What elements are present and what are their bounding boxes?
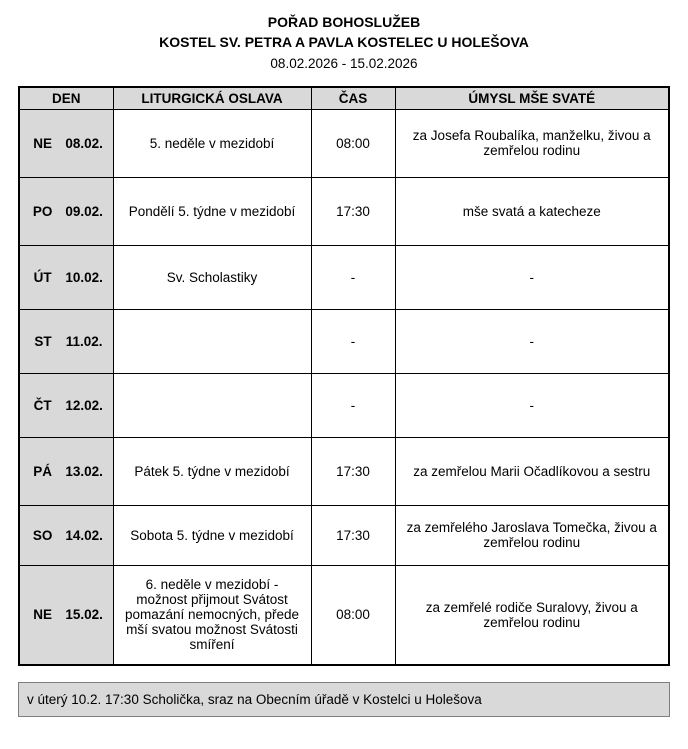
day-abbr: NE: [33, 607, 52, 623]
intention-cell: mše svatá a katecheze: [395, 177, 669, 245]
table-row: [19, 437, 669, 505]
celebration-cell: 5. neděle v mezidobí: [113, 109, 311, 177]
celebration-cell: Sobota 5. týdne v mezidobí: [113, 505, 311, 565]
table-row: [19, 109, 669, 177]
column-header-celebration: LITURGICKÁ OSLAVA: [113, 87, 311, 109]
schedule-table: [18, 86, 670, 666]
table-row: [19, 177, 669, 245]
table-row: [19, 565, 669, 665]
intention-cell: za Josefa Roubalíka, manželku, živou a zemřelou rodinu: [395, 109, 669, 177]
day-date: 15.02.: [65, 607, 103, 623]
date-range: 08.02.2026 - 15.02.2026: [270, 56, 418, 71]
day-abbr: ČT: [33, 397, 52, 413]
column-header-day: DEN: [19, 87, 113, 109]
time-cell: 08:00: [311, 109, 395, 177]
day-cell: [19, 373, 113, 437]
time-cell: 17:30: [311, 505, 395, 565]
time-cell: 08:00: [311, 565, 395, 665]
day-date: 13.02.: [65, 463, 103, 479]
column-header-time: ČAS: [311, 87, 395, 109]
celebration-cell: Sv. Scholastiky: [113, 245, 311, 309]
page-subtitle: KOSTEL SV. PETRA A PAVLA KOSTELEC U HOLEŠOVA: [159, 34, 529, 50]
day-cell: [19, 565, 113, 665]
day-cell: [19, 309, 113, 373]
celebration-cell: Pondělí 5. týdne v mezidobí: [113, 177, 311, 245]
intention-cell: za zemřelou Marii Očadlíkovou a sestru: [395, 437, 669, 505]
time-cell: -: [311, 373, 395, 437]
intention-cell: -: [395, 245, 669, 309]
day-date: 11.02.: [65, 333, 103, 349]
day-abbr: PÁ: [33, 463, 52, 479]
table-row: [19, 505, 669, 565]
table-row: [19, 373, 669, 437]
time-cell: -: [311, 309, 395, 373]
day-cell: [19, 505, 113, 565]
intention-cell: za zemřelé rodiče Suralovy, živou a zemřelou rodinu: [395, 565, 669, 665]
day-date: 14.02.: [65, 527, 103, 543]
day-abbr: SO: [32, 527, 53, 543]
table-header-row: [19, 87, 669, 109]
celebration-cell: Pátek 5. týdne v mezidobí: [113, 437, 311, 505]
day-cell: [19, 177, 113, 245]
day-abbr: ÚT: [33, 269, 52, 285]
footer-note: v úterý 10.2. 17:30 Scholička, sraz na Obecním úřadě v Kostelci u Holešova: [18, 682, 670, 717]
column-header-intention: ÚMYSL MŠE SVATÉ: [395, 87, 669, 109]
table-row: [19, 309, 669, 373]
day-date: 12.02.: [65, 397, 103, 413]
table-row: [19, 245, 669, 309]
time-cell: 17:30: [311, 437, 395, 505]
day-date: 10.02.: [65, 269, 103, 285]
day-date: 08.02.: [65, 135, 103, 151]
intention-cell: -: [395, 309, 669, 373]
celebration-cell: 6. neděle v mezidobí - možnost přijmout Svátost pomazání nemocných, přede mší svatou možnost Svátosti smíření: [113, 565, 311, 665]
day-cell: [19, 109, 113, 177]
day-cell: [19, 437, 113, 505]
day-date: 09.02.: [65, 203, 103, 219]
day-abbr: NE: [33, 135, 52, 151]
page-title: POŘAD BOHOSLUŽEB: [267, 14, 421, 30]
day-abbr: PO: [32, 203, 53, 219]
time-cell: -: [311, 245, 395, 309]
intention-cell: za zemřelého Jaroslava Tomečka, živou a zemřelou rodinu: [395, 505, 669, 565]
document-header: [18, 12, 670, 74]
time-cell: 17:30: [311, 177, 395, 245]
day-cell: [19, 245, 113, 309]
day-abbr: ST: [34, 333, 52, 349]
celebration-cell: [113, 373, 311, 437]
celebration-cell: [113, 309, 311, 373]
intention-cell: -: [395, 373, 669, 437]
